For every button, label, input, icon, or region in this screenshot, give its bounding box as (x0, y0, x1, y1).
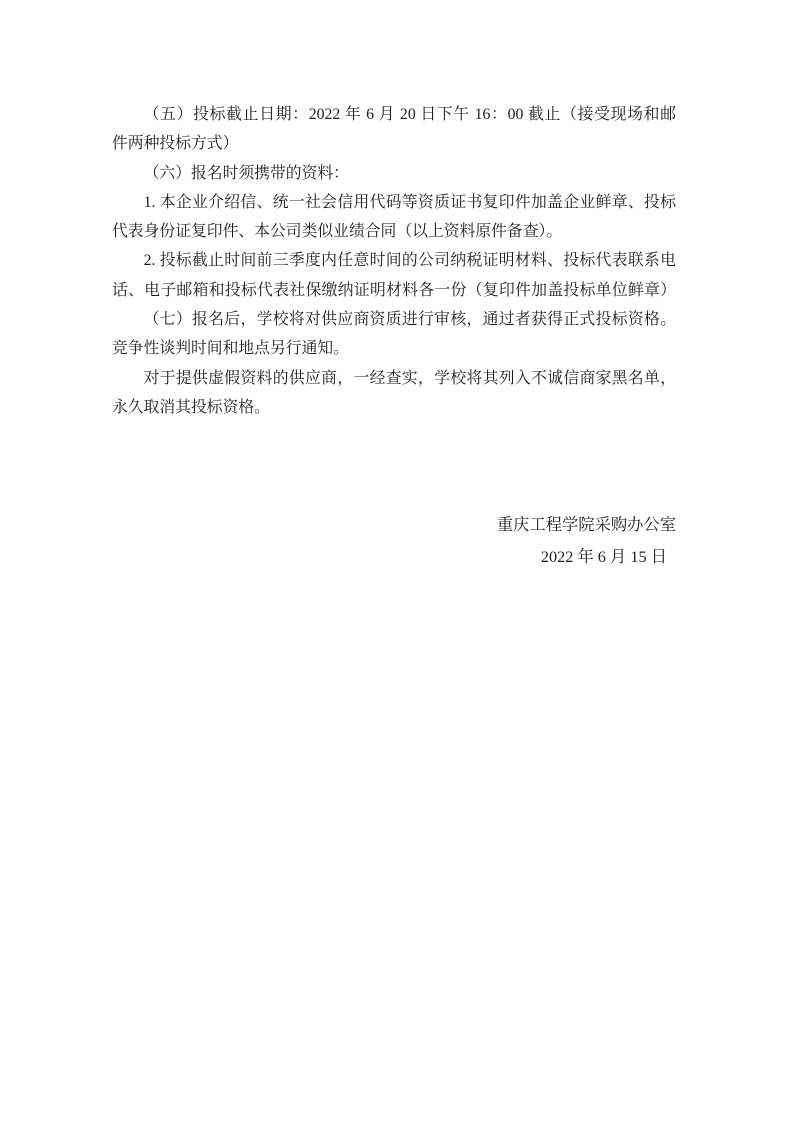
signature-block (112, 509, 676, 573)
document-line: 话、电子邮箱和投标代表社保缴纳证明材料各一份（复印件加盖投标单位鲜章） (112, 281, 676, 299)
document-line: （七）报名后，学校将对供应商资质进行审核，通过者获得正式投标资格。 (143, 311, 676, 329)
document-line: 2. 投标截止时间前三季度内任意时间的公司纳税证明材料、投标代表联系电 (143, 252, 676, 270)
document-line: 1. 本企业介绍信、统一社会信用代码等资质证书复印件加盖企业鲜章、投标 (143, 193, 676, 211)
document-body (112, 100, 676, 422)
document-line: （六）报名时须携带的资料： (143, 164, 349, 182)
document-line: 永久取消其投标资格。 (112, 398, 270, 416)
document-line: 竞争性谈判时间和地点另行通知。 (112, 340, 349, 358)
signature-org: 重庆工程学院采购办公室 (496, 515, 676, 534)
document-line: 对于提供虚假资料的供应商，一经查实，学校将其列入不诚信商家黑名单， (143, 369, 676, 387)
document-line: （五）投标截止日期：2022 年 6 月 20 日下午 16：00 截止（接受现场和邮 (143, 106, 676, 123)
document-line: 件两种投标方式） (112, 135, 239, 153)
signature-date: 2022 年 6 月 15 日 (540, 547, 667, 566)
document-line: 代表身份证复印件、本公司类似业绩合同（以上资料原件备查）。 (112, 223, 563, 241)
